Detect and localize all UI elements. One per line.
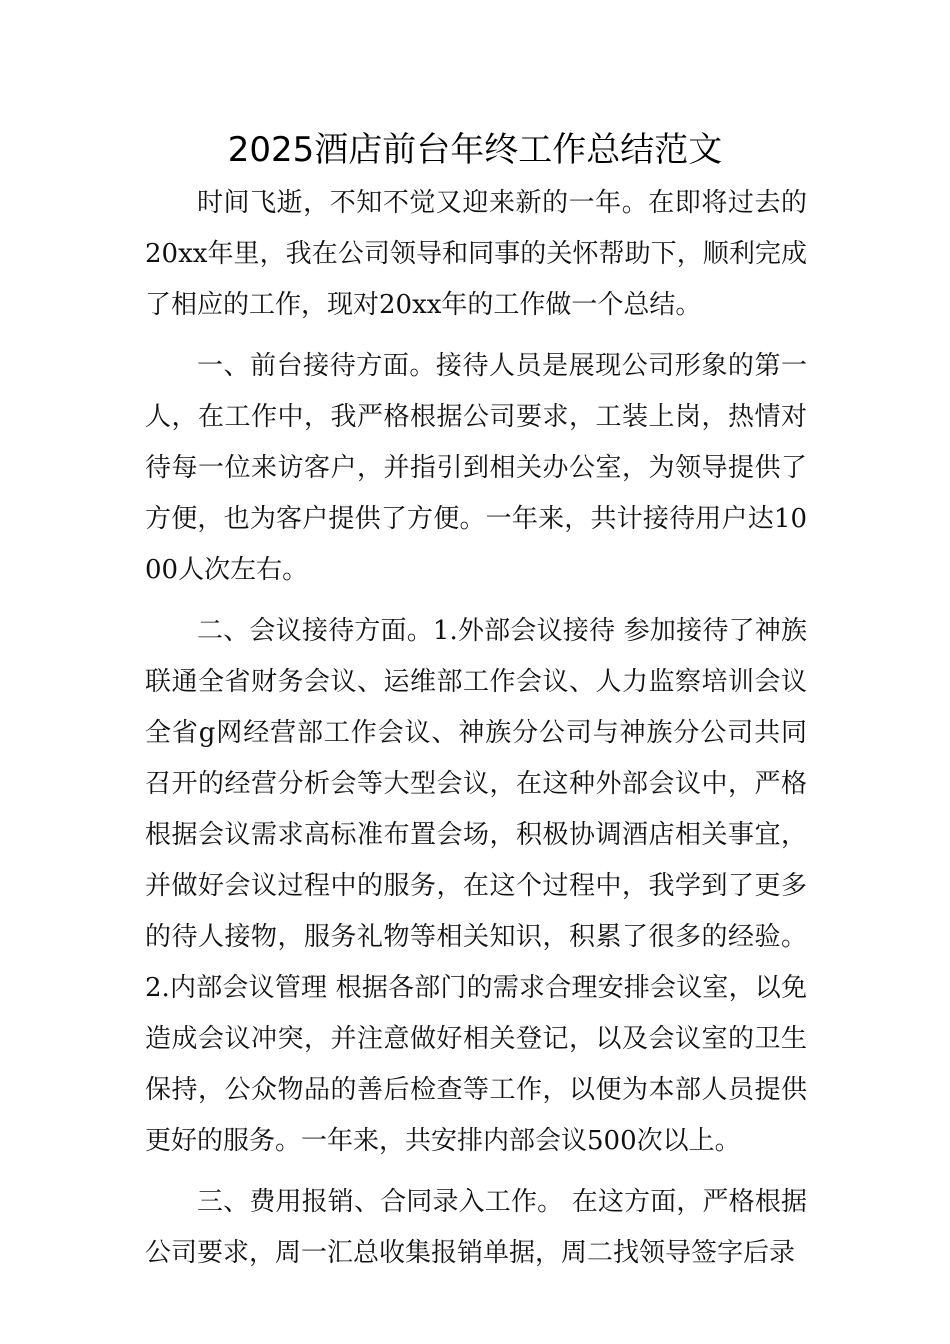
paragraph-meetings: 二、会议接待方面。1.外部会议接待 参加接待了神族联通全省财务会议、运维部工作会议、人力监察培训会议全省g网经营部工作会议、神族分公司与神族分公司共同召开的经营分析会等大型会议，在这种外部会议中，严格根据会议需求高标准布置会场，积极协调酒店相关事宜，并做好会议过程中的服务，在这个过程中，我学到了更多的待人接物，服务礼物等相关知识，积累了很多的经验。 2.内部会议管理 根据各部门的需求合理安排会议室，以免造成会议冲突，并注意做好相关登记，以及会议室的卫生保持，公众物品的善后检查等工作，以便为本部人员提供更好的服务。一年来，共安排内部会议500次以上。 xyxy=(145,616,807,1156)
paragraph-reception: 一、前台接待方面。接待人员是展现公司形象的第一人，在工作中，我严格根据公司要求，工装上岗，热情对待每一位来访客户，并指引到相关办公室，为领导提供了方便，也为客户提供了方便。一年来，共计接待用户达1000人次左右。 xyxy=(145,351,807,585)
paragraph-intro: 时间飞逝，不知不觉又迎来新的一年。在即将过去的20xx年里，我在公司领导和同事的关怀帮助下，顺利完成了相应的工作，现对20xx年的工作做一个总结。 xyxy=(145,188,807,320)
paragraph-expenses: 三、费用报销、合同录入工作。 在这方面，严格根据公司要求，周一汇总收集报销单据，周二找领导签字后录 xyxy=(145,1187,807,1268)
document-title: 2025酒店前台年终工作总结范文 xyxy=(227,130,723,170)
document-body xyxy=(145,178,807,1289)
